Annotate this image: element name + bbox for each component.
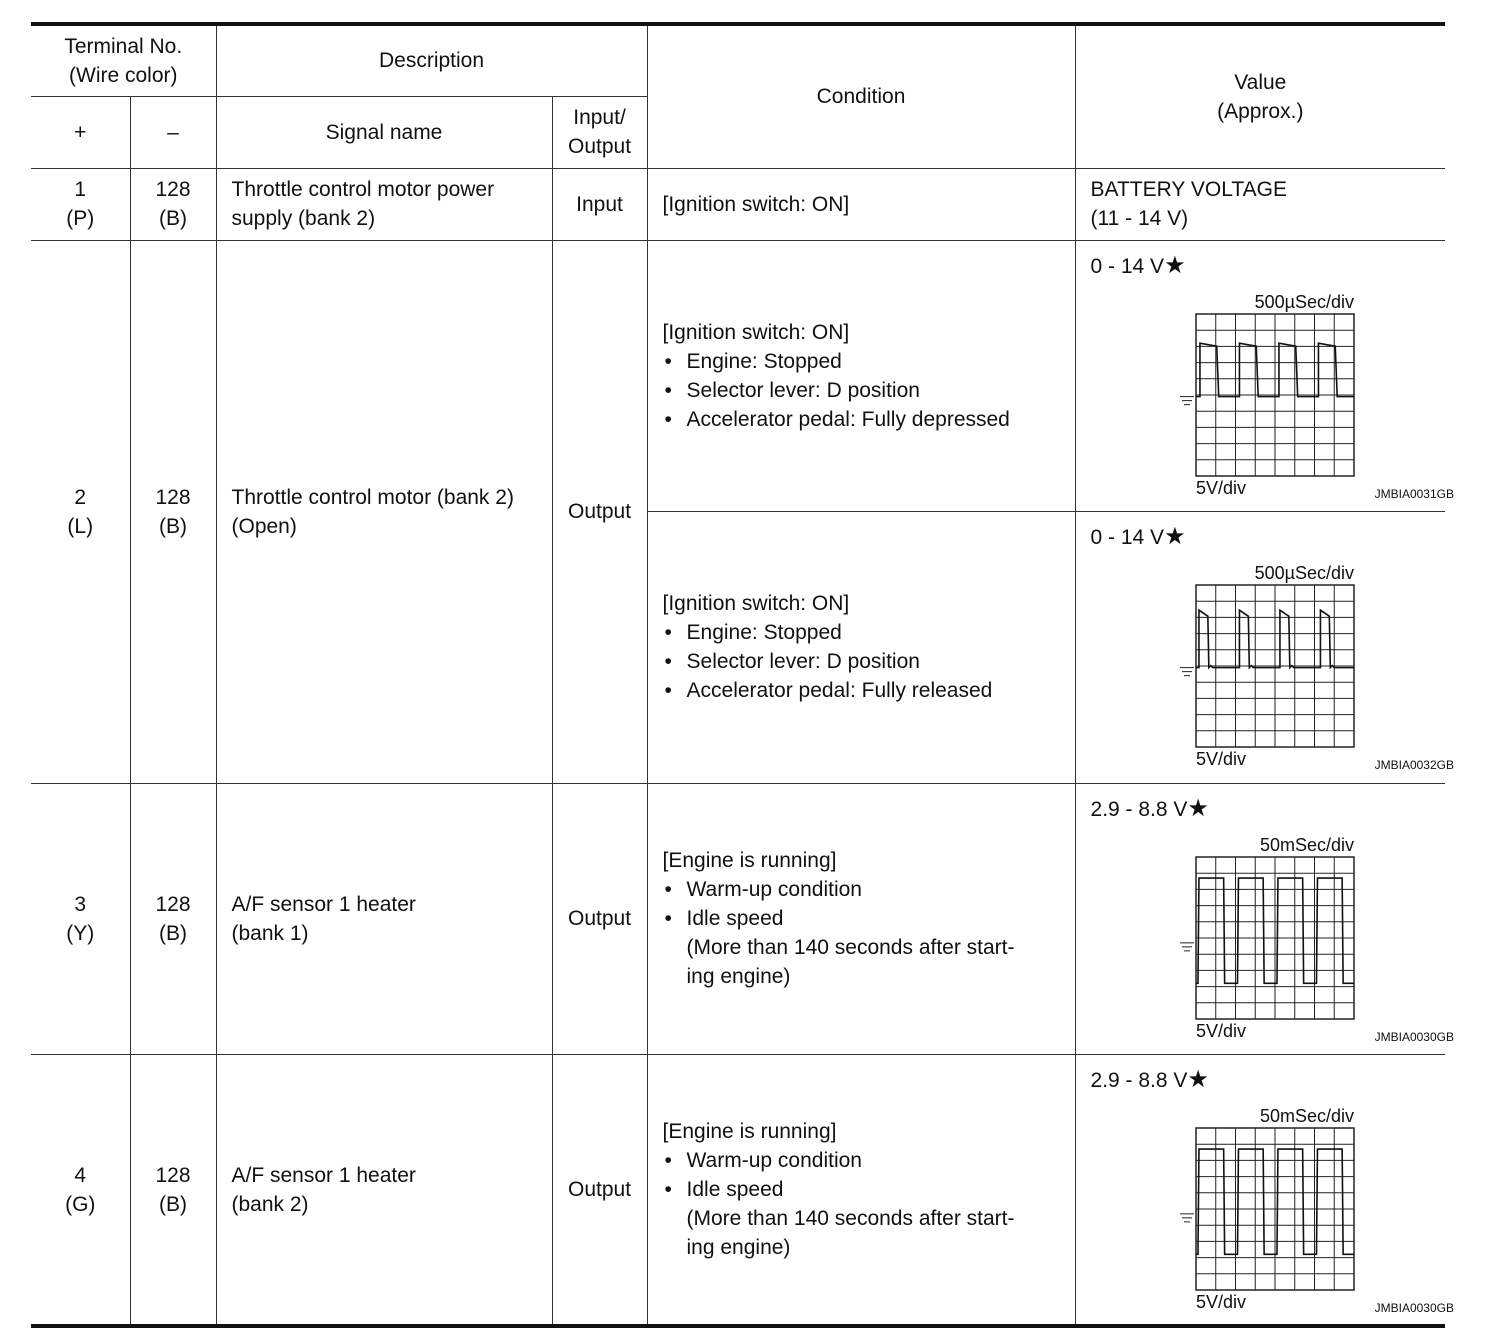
vscale-label: 5V/div: [1195, 749, 1246, 770]
scope-grid: [1196, 1128, 1354, 1290]
header-plus: +: [31, 96, 130, 168]
condition-bullet: • Warm-up condition: [663, 875, 1067, 904]
figure-id: JMBIA0031GB: [1374, 486, 1454, 501]
condition-bullet: • Selector lever: D position: [663, 376, 1067, 405]
value-range: 2.9 - 8.8 V★: [1090, 1066, 1209, 1094]
oscilloscope-waveform: [1126, 1100, 1454, 1320]
condition: [Engine is running] • Warm-up condition • Idle speed (More than 140 seconds after start- ing engine): [647, 783, 1075, 1054]
vscale-label: 5V/div: [1195, 1292, 1246, 1313]
ground-icon: [1180, 668, 1194, 676]
condition: [Ignition switch: ON] • Engine: Stopped • Selector lever: D position • Accelerator pedal: Fully depressed: [647, 240, 1075, 511]
header-value: Value (Approx.): [1075, 24, 1445, 168]
signal-name: Throttle control motor (bank 2) (Open): [216, 240, 552, 783]
oscilloscope-waveform: [1126, 829, 1454, 1049]
figure-id: JMBIA0030GB: [1374, 1029, 1454, 1044]
value-waveform-cell: [1075, 1055, 1454, 1326]
timebase-label: 500µSec/div: [1254, 563, 1354, 584]
oscilloscope-waveform: [1126, 286, 1454, 506]
value: BATTERY VOLTAGE (11 - 14 V): [1075, 168, 1445, 240]
io-type: Output: [552, 240, 647, 783]
vscale-label: 5V/div: [1195, 1020, 1246, 1041]
condition-bullet: • Engine: Stopped: [663, 347, 1067, 376]
terminal-table: [31, 22, 1454, 1328]
table-row: [31, 240, 1445, 511]
figure-id: JMBIA0030GB: [1374, 1301, 1454, 1316]
condition-bullet: • Accelerator pedal: Fully depressed: [663, 405, 1067, 434]
value-range: 0 - 14 V★: [1090, 523, 1186, 551]
figure-id: JMBIA0032GB: [1374, 758, 1454, 773]
io-type: Input: [552, 168, 647, 240]
ground-icon: [1180, 1214, 1194, 1222]
scope-grid: [1196, 857, 1354, 1019]
condition: [Ignition switch: ON] • Engine: Stopped • Selector lever: D position • Accelerator pedal: Fully released: [647, 512, 1075, 783]
oscilloscope-waveform: [1126, 557, 1454, 777]
condition-bullet: • Engine: Stopped: [663, 618, 1067, 647]
terminal-plus: 3 (Y): [31, 783, 130, 1054]
terminal-plus: 2 (L): [31, 240, 130, 783]
condition: [Ignition switch: ON]: [647, 168, 1075, 240]
condition-bullet: • Idle speed (More than 140 seconds after start- ing engine): [663, 1175, 1067, 1262]
value-waveform-cell: [1075, 240, 1454, 511]
header-input-output: Input/ Output: [552, 96, 647, 168]
header-signal-name: Signal name: [216, 96, 552, 168]
terminal-plus: 4 (G): [31, 1055, 130, 1326]
header-minus: –: [130, 96, 216, 168]
ground-icon: [1180, 943, 1194, 951]
star-icon: ★: [1187, 1066, 1209, 1094]
terminal-plus: 1 (P): [31, 168, 130, 240]
terminal-minus: 128 (B): [130, 1055, 216, 1326]
terminal-minus: 128 (B): [130, 783, 216, 1054]
signal-name: A/F sensor 1 heater (bank 2): [216, 1055, 552, 1326]
timebase-label: 50mSec/div: [1259, 834, 1354, 855]
ground-icon: [1180, 396, 1194, 404]
condition-bullet: • Idle speed (More than 140 seconds after start- ing engine): [663, 904, 1067, 991]
value-waveform-cell: [1075, 512, 1454, 783]
io-type: Output: [552, 1055, 647, 1326]
io-type: Output: [552, 783, 647, 1054]
scope-grid: [1196, 314, 1354, 476]
table-row: [31, 168, 1445, 240]
condition-bullet: • Warm-up condition: [663, 1146, 1067, 1175]
header-description: Description: [216, 24, 647, 96]
terminal-minus: 128 (B): [130, 168, 216, 240]
star-icon: ★: [1187, 794, 1209, 822]
signal-name: Throttle control motor power supply (bank 2): [216, 168, 552, 240]
value-waveform-cell: [1075, 783, 1454, 1054]
header-condition: Condition: [647, 24, 1075, 168]
timebase-label: 500µSec/div: [1254, 291, 1354, 312]
star-icon: ★: [1164, 251, 1186, 279]
vscale-label: 5V/div: [1195, 477, 1246, 498]
condition-bullet: • Selector lever: D position: [663, 647, 1067, 676]
condition: [Engine is running] • Warm-up condition • Idle speed (More than 140 seconds after start- ing engine): [647, 1055, 1075, 1326]
value-range: 2.9 - 8.8 V★: [1090, 794, 1209, 822]
signal-name: A/F sensor 1 heater (bank 1): [216, 783, 552, 1054]
header-terminal: Terminal No. (Wire color): [31, 24, 216, 96]
star-icon: ★: [1164, 523, 1186, 551]
timebase-label: 50mSec/div: [1259, 1106, 1354, 1127]
value-range: 0 - 14 V★: [1090, 251, 1186, 279]
table-row: [31, 783, 1445, 1054]
terminal-minus: 128 (B): [130, 240, 216, 783]
condition-bullet: • Accelerator pedal: Fully released: [663, 676, 1067, 705]
table-row: [31, 1055, 1445, 1326]
